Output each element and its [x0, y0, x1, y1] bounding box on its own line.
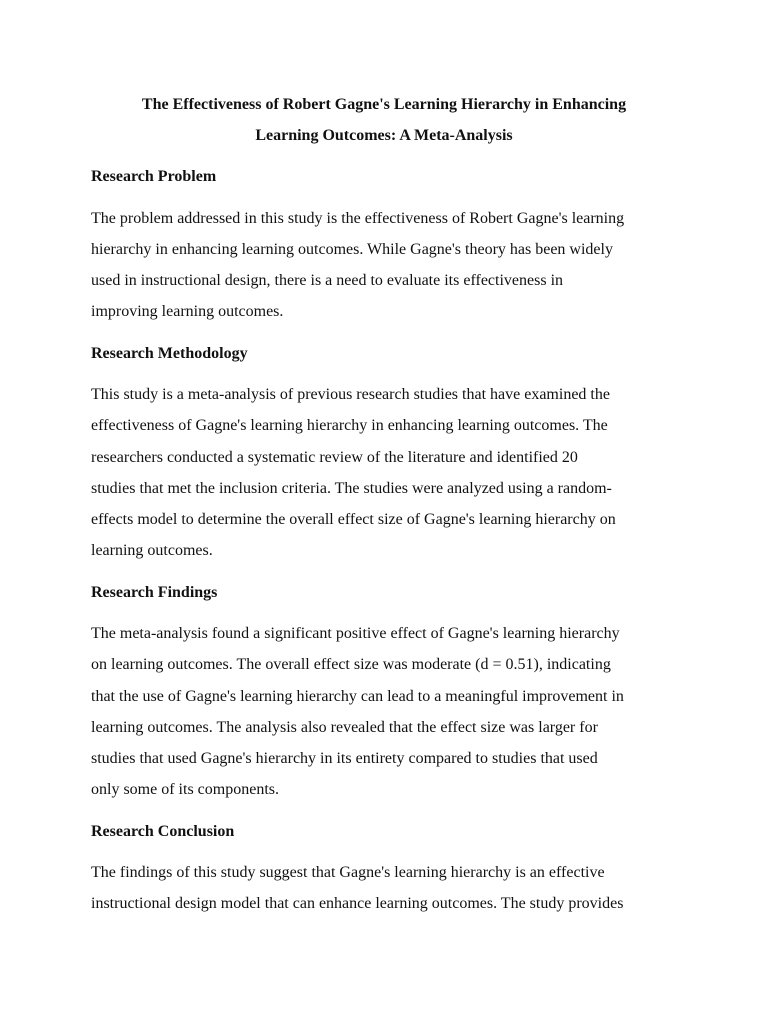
paragraph-line: studies that met the inclusion criteria. The studies were analyzed using a random-: [91, 480, 612, 497]
paragraph-line: instructional design model that can enhance learning outcomes. The study provides: [91, 895, 624, 912]
paragraph-line: learning outcomes.: [91, 542, 213, 559]
section-heading-research-methodology: Research Methodology: [91, 345, 248, 362]
section-heading-research-findings: Research Findings: [91, 584, 218, 601]
paragraph-line: that the use of Gagne's learning hierarchy can lead to a meaningful improvement in: [91, 688, 624, 705]
paragraph-line: improving learning outcomes.: [91, 303, 284, 320]
section-heading-research-problem: Research Problem: [91, 168, 217, 185]
paragraph-line: effectiveness of Gagne's learning hierarchy in enhancing learning outcomes. The: [91, 417, 608, 434]
section-heading-research-conclusion: Research Conclusion: [91, 823, 235, 840]
paragraph-line: on learning outcomes. The overall effect size was moderate (d = 0.51), indicating: [91, 656, 611, 673]
paragraph-line: The problem addressed in this study is the effectiveness of Robert Gagne's learning: [91, 210, 625, 227]
paragraph-line: The findings of this study suggest that Gagne's learning hierarchy is an effective: [91, 864, 605, 881]
paragraph-line: studies that used Gagne's hierarchy in its entirety compared to studies that used: [91, 750, 598, 767]
paragraph-line: This study is a meta-analysis of previous research studies that have examined the: [91, 386, 610, 403]
paragraph-line: used in instructional design, there is a need to evaluate its effectiveness in: [91, 272, 564, 289]
paragraph-line: effects model to determine the overall effect size of Gagne's learning hierarchy on: [91, 511, 616, 528]
paragraph-line: The meta-analysis found a significant positive effect of Gagne's learning hierarchy: [91, 625, 620, 642]
document-title-line-1: The Effectiveness of Robert Gagne's Learning Hierarchy in Enhancing: [141, 96, 627, 113]
paragraph-line: researchers conducted a systematic review of the literature and identified 20: [91, 449, 578, 466]
paragraph-line: only some of its components.: [91, 781, 279, 798]
paragraph-line: learning outcomes. The analysis also revealed that the effect size was larger for: [91, 719, 598, 736]
paragraph-line: hierarchy in enhancing learning outcomes. While Gagne's theory has been widely: [91, 241, 613, 258]
document-title-line-2: Learning Outcomes: A Meta-Analysis: [255, 127, 513, 144]
